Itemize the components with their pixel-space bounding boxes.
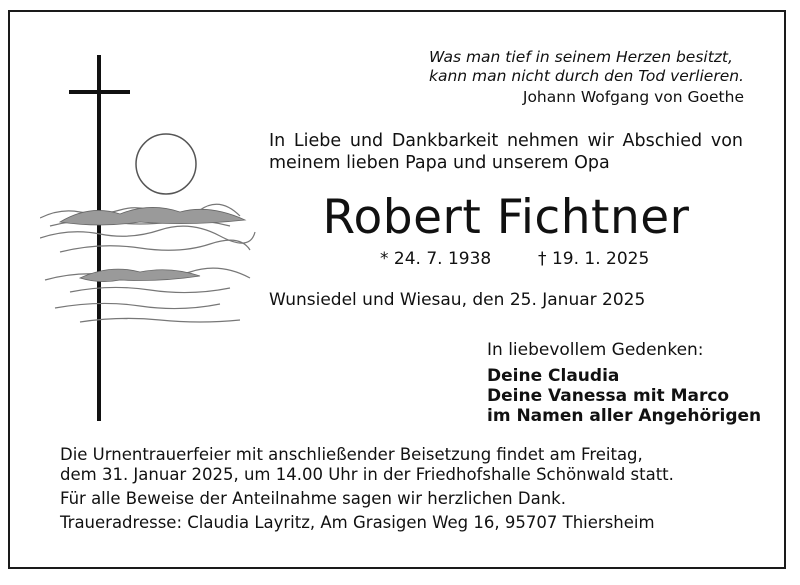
quote-line: kann man nicht durch den Tod verlieren. xyxy=(428,67,744,85)
mourner-name: im Namen aller Angehörigen xyxy=(487,406,762,426)
quote-author: Johann Wofgang von Goethe xyxy=(522,88,744,106)
island xyxy=(60,207,245,225)
birth-date: * 24. 7. 1938 xyxy=(380,249,492,269)
sun xyxy=(136,134,196,194)
mourner-name: Deine Vanessa mit Marco xyxy=(487,386,730,406)
mourners-heading: In liebevollem Gedenken: xyxy=(487,340,704,360)
funeral-info xyxy=(60,445,674,485)
intro-line: meinem lieben Papa und unserem Opa xyxy=(269,153,610,173)
wave xyxy=(70,287,230,292)
funeral-line: dem 31. Januar 2025, um 14.00 Uhr in der Friedhofshalle Schönwald statt. xyxy=(60,465,674,484)
life-dates xyxy=(380,249,649,269)
thanks-text: Für alle Beweise der Anteilnahme sagen wir herzlichen Dank. xyxy=(60,489,566,508)
mourners-block xyxy=(487,340,761,426)
intro-text xyxy=(269,130,743,174)
island xyxy=(80,269,200,282)
deceased-name: Robert Fichtner xyxy=(322,190,690,245)
wave xyxy=(60,240,250,252)
mourning-address: Traueradresse: Claudia Layritz, Am Grasigen Weg 16, 95707 Thiersheim xyxy=(60,513,655,532)
cross-icon-beam xyxy=(69,90,130,94)
funeral-line: Die Urnentrauerfeier mit anschließender Beisetzung findet am Freitag, xyxy=(60,445,643,464)
wave xyxy=(80,318,240,322)
intro-line: In Liebe und Dankbarkeit nehmen wir Abschied von xyxy=(269,131,743,151)
wave xyxy=(55,303,220,308)
goethe-quote xyxy=(429,48,744,86)
place-and-date: Wunsiedel und Wiesau, den 25. Januar 2025 xyxy=(269,290,646,310)
mourner-name: Deine Claudia xyxy=(487,366,620,386)
death-date: † 19. 1. 2025 xyxy=(538,249,650,269)
sunset-sea-illustration xyxy=(40,130,260,340)
quote-line: Was man tief in seinem Herzen besitzt, xyxy=(428,48,733,66)
